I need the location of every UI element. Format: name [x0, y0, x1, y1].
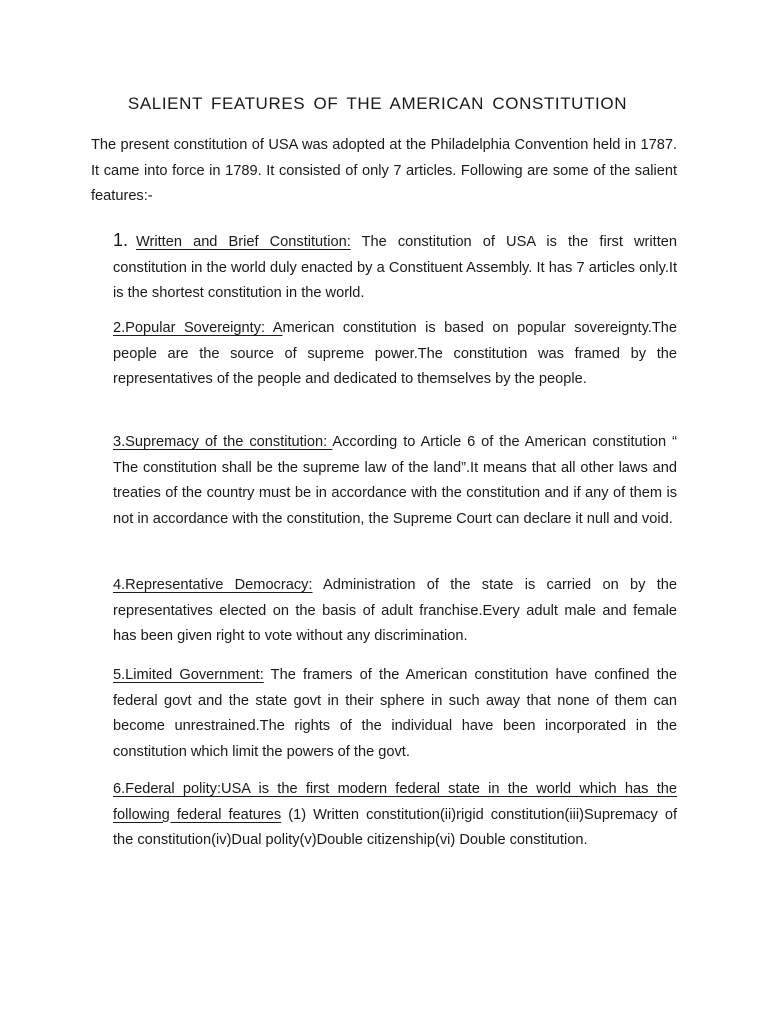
intro-paragraph: The present constitution of USA was adopted at the Philadelphia Convention held in 1787. It came into force in 1789. It consisted of only 7 articles. Following are some of the salient features:-: [91, 137, 677, 204]
feature-body: Administration of the state is carried on by the representatives elected on the basis of adult franchise.Every adult male and female has been given right to vote without any discrimination.: [113, 577, 677, 644]
feature-heading: 3.Supremacy of the constitution:: [113, 434, 333, 450]
feature-number: 1.: [113, 230, 129, 250]
document-title: SALIENT FEATURES OF THE AMERICAN CONSTITUTION: [127, 94, 628, 113]
feature-written-constitution: [113, 228, 677, 307]
feature-body: merican constitution is based on popular sovereignty.The people are the source of supreme power.The constitution was framed by the representatives of the people and dedicated to themselves by the people.: [113, 320, 677, 387]
feature-federal-polity: [113, 777, 677, 854]
feature-body: The constitution of USA is the first written constitution in the world duly enacted by a Constituent Assembly. It has 7 articles only.It is the shortest constitution in the world.: [113, 234, 677, 301]
feature-heading: 4.Representative Democracy:: [113, 577, 313, 593]
feature-heading: 5.Limited Government:: [113, 667, 264, 683]
feature-supremacy: [113, 430, 677, 532]
feature-limited-government: [113, 663, 677, 765]
feature-popular-sovereignty: [113, 316, 677, 393]
feature-body: (1) Written constitution(ii)rigid constitution(iii)Supremacy of the constitution(iv)Dual polity(v)Double citizenship(vi) Double constitution.: [113, 806, 677, 848]
feature-heading: Written and Brief Constitution:: [136, 234, 351, 250]
feature-heading: 2.Popular Sovereignty: A: [113, 320, 283, 336]
feature-body: According to Article 6 of the American constitution “ The constitution shall be the supreme law of the land”.It means that all other laws and treaties of the country must be in accordance with the constitution and if any of them is not in accordance with the constitution, the Supreme Court can declare it null and void.: [113, 434, 677, 527]
feature-representative-democracy: [113, 573, 677, 650]
feature-heading: 6.Federal polity:USA is the first modern federal state in the world which has the following federal features: [113, 781, 677, 823]
feature-body: The framers of the American constitution have confined the federal govt and the state govt in their sphere in such away that none of them can become unrestrained.The rights of the individual have been incorporated in the constitution which limit the powers of the govt.: [113, 667, 677, 760]
